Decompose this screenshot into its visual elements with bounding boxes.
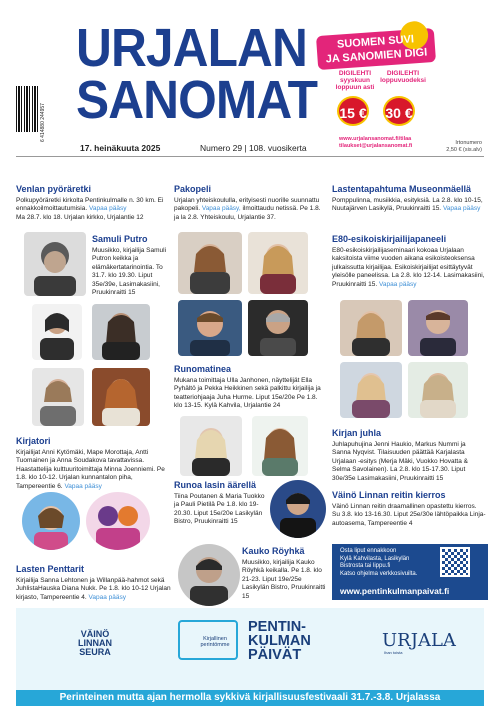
subscription-promo[interactable] <box>317 24 437 159</box>
vlogo-line-2: LINNAN <box>78 638 112 648</box>
offer1-label-line-3: loppuun asti <box>335 84 375 91</box>
heading-runoa: Runoa lasin äärellä <box>174 480 257 490</box>
price-note <box>446 140 482 154</box>
link-lasten[interactable]: Vapaa pääsy <box>88 593 126 601</box>
article-lasten <box>16 564 172 602</box>
text-kirjatori: Kirjailijat Anni Kytömäki, Mape Morottaja, Antti Tuomainen ja Anna Soudakova tavattavissa. Haastattelija kulttuuritoimittaja Minna Joenniemi. Pe 1.8. klo 10-12. Urjalan kunnantalon piha, Tampereentie 6. <box>16 449 165 490</box>
offer2-label-line-1: DIGILEHTI <box>386 70 420 77</box>
vaino-linnan-seura-logo <box>78 630 112 657</box>
article-lastentapahtuma <box>332 184 486 214</box>
link-venlan[interactable]: Vapaa pääsy <box>89 205 127 213</box>
heading-kirjan-juhla: Kirjan juhla <box>332 428 382 438</box>
title-line-1: URJALAN <box>76 18 307 78</box>
ticket-info-text <box>340 548 417 578</box>
photo-e80-2 <box>408 300 468 356</box>
promo-site-link[interactable]: www.urjalansanomat.fi/tilaa <box>339 136 412 142</box>
text-vaino-linnan: Väinö Linnan reitin draamallinen opastettu kierros. Su 3.8. klo 13-16.30. Liput 25e/30e lähtöpaikka Linja-autoasema, Tampereentie 4 <box>332 503 486 527</box>
article-samuli <box>92 234 168 297</box>
pk-line-3: PÄIVÄT <box>248 647 302 663</box>
text-kauko: Muusikko, kirjailija Kauko Röyhkä keikalla. Pe 1.8. klo 21-23. Liput 19e/25e Lasikylän Bistro, Pruukinraitti 15 <box>242 559 326 600</box>
photo-runo-3 <box>178 300 242 356</box>
book-label-line-2: perintömme <box>200 642 230 648</box>
promo-headline-line-2: JA SANOMIEN DIGI <box>325 46 428 66</box>
newspaper-title <box>76 18 318 130</box>
promo-email-link[interactable]: tilaukset@urjalansanomat.fi <box>339 143 413 149</box>
issue-date: 17. heinäkuuta 2025 <box>80 143 161 153</box>
photo-lasten-1 <box>22 492 80 550</box>
festival-tagline: Perinteinen mutta ajan hermolla sykkivä kirjallisuusfestivaali 31.7.-3.8. Urjalassa <box>16 690 484 706</box>
issue-number: Numero 29 | 108. vuosikerta <box>200 143 307 153</box>
article-kirjan-juhla <box>332 428 486 483</box>
photo-runoa-3 <box>270 480 326 538</box>
book-label-line-1: Kirjallinen <box>203 636 227 642</box>
dateline <box>80 143 334 153</box>
text-runomatinea: Mukana toimittaja Ulla Janhonen, näyttelijät Ella Pyhältö ja Pekka Heikkinen sekä palkittu kirjailija ja teatteriohjaaja Juha Hurme. Liput 15e/20e Pe 1.8. klo 13-15. Kylä Kahvila, Urjalantie 24 <box>174 377 321 410</box>
masthead-divider <box>16 156 484 157</box>
pk-line-1: PENTIN- <box>248 619 306 635</box>
heading-vaino-linnan: Väinö Linnan reitin kierros <box>332 490 446 500</box>
article-runoa <box>174 480 268 527</box>
festival-banner <box>16 608 484 690</box>
heading-runomatinea: Runomatinea <box>174 364 232 374</box>
photo-runo-4 <box>248 300 308 356</box>
price-note-line-2: 2,50 € (sis.alv) <box>446 147 482 153</box>
photo-author-4 <box>92 368 150 426</box>
meta-venlan: Ma 28.7. klo 18. Urjalan kirkko, Urjalantie 12 <box>16 213 144 221</box>
article-kauko <box>242 546 328 601</box>
text-pakopeli-2: ilmoittaudu netissä. Pe 1.8. ja la 2.8. Yhteiskoulu, Urjalantie 37. <box>174 205 321 221</box>
ticket-info-line-4: Katso ohjelma verkkosivuilta. <box>340 570 418 577</box>
ticket-info-line-3: Bistrosta tai lippu.fi <box>340 563 391 569</box>
offer1-price: 15 € <box>337 96 369 126</box>
photo-author-3 <box>32 368 84 426</box>
pentinkulman-paivat-logo <box>248 620 311 662</box>
ticket-infobox[interactable] <box>332 544 488 600</box>
text-pakopeli: Urjalan yhteiskoululla, erityisesti nuorille suunnattu pakopeli. <box>174 197 320 213</box>
heading-kauko: Kauko Röyhkä <box>242 546 305 556</box>
article-vaino-linnan <box>332 490 486 528</box>
vlogo-line-1: VÄINÖ <box>80 629 110 639</box>
heading-lastentapahtuma: Lastentapahtuma Museonmäellä <box>332 184 472 194</box>
barcode-number: 6 414880 244957 <box>40 103 46 142</box>
text-kirjan-juhla: Juhlapuhujina Jenni Haukio, Markus Nummi ja Sanna Nyqvist. Tilaisuuden päättää Karjalasta Urjalaan -esitys (Merja Mäki, Vuokko Hovatta & Selma Savolainen). La 2.8. klo 15-17.30. Liput 30e/35e Lasimakasiini, Pruukinraitti 15 <box>332 441 468 482</box>
photo-lasten-2 <box>86 492 150 550</box>
heading-pakopeli: Pakopeli <box>174 184 212 194</box>
vlogo-line-3: SEURA <box>79 647 111 657</box>
barcode <box>16 86 38 132</box>
photo-author-2 <box>92 304 150 360</box>
title-line-2: SANOMAT <box>76 70 318 130</box>
price-note-line-1: Irtonumero <box>455 140 482 146</box>
urjala-slogan: Ihan toista <box>384 650 403 655</box>
offer1-label-line-2: syyskuun <box>340 77 370 84</box>
article-kirjatori <box>16 436 172 491</box>
text-lasten: Kirjailija Sanna Lehtonen ja Willanpää-hahmot sekä JuhlistaHauska Diana Nukk. Pe 1.8. klo 10-12 Urjalan kirjasto, Tampereentie 4. <box>16 577 171 601</box>
link-kirjatori[interactable]: Vapaa pääsy <box>64 482 102 490</box>
text-runoa: Tiina Poutanen & Maria Tuokko ja Pauli Pietilä Pe 1.8. klo 19-20.30. Liput 15e/20e Lasikylän Bistro, Pruukinraitti 15 <box>174 493 265 526</box>
photo-e80-1 <box>340 300 402 356</box>
book-label <box>192 636 238 648</box>
promo-headline-line-1: SUOMEN SUVI <box>336 33 415 51</box>
photo-e80-3 <box>340 362 402 418</box>
heading-samuli: Samuli Putro <box>92 234 148 244</box>
heading-kirjatori: Kirjatori <box>16 436 51 446</box>
offer2-price: 30 € <box>383 96 415 126</box>
pk-line-2: KULMAN <box>248 633 311 649</box>
text-lastentapahtuma: Pomppulinna, musiikkia, esityksiä. La 2.8. klo 10-15, Nuutajärven Lasikylä, Pruukinraitti 15. <box>332 197 483 213</box>
article-e80 <box>332 234 486 289</box>
offer2-label-line-2: loppuvuodeksi <box>380 77 426 84</box>
photo-author-1 <box>32 304 82 360</box>
link-lastentapahtuma[interactable]: Vapaa pääsy <box>442 205 481 213</box>
ticket-info-line-2: Kylä Kahvilasta, Lasikylän <box>340 555 410 562</box>
festival-website-link[interactable]: www.pentinkulmanpaivat.fi <box>340 586 450 596</box>
photo-kauko-royhka <box>178 544 240 606</box>
qr-code-icon[interactable] <box>440 547 470 577</box>
offer1-label-line-1: DIGILEHTI <box>338 70 372 77</box>
photo-runo-1 <box>178 232 242 294</box>
article-pakopeli <box>174 184 326 222</box>
photo-e80-4 <box>408 362 468 418</box>
urjala-logo: URJALA <box>382 630 456 651</box>
promo-contact <box>339 136 412 150</box>
text-venlan: Polkupyöräretki kirkolta Pentinkulmalle n. 30 km. Ei ennakkoilmoittautumisia. <box>16 197 164 213</box>
heading-e80: E80-esikoiskirjailijapaneeli <box>332 234 447 244</box>
article-venlan <box>16 184 166 222</box>
photo-runoa-2 <box>252 416 308 476</box>
photo-samuli-putro <box>24 232 86 296</box>
heading-venlan: Venlan pyöräretki <box>16 184 92 194</box>
promo-headline <box>316 28 436 70</box>
offer1-label <box>333 70 377 91</box>
heading-lasten: Lasten Penttarit <box>16 564 85 574</box>
offer2-label <box>379 70 427 84</box>
photo-runo-2 <box>248 232 308 294</box>
text-e80: E80-esikoiskirjailijaseminaari kokoaa Urjalaan kaksitoista viime vuoden aikana esikoisteoksensa julkaissutta kirjailijaa. Esikoiskirjailijat esittäytyvät yleisölle paneelissa. La 2.8. klo 12-14. Lasimakasiini, Pruukinraitti 15. <box>332 247 485 288</box>
ticket-info-line-1: Osta liput ennakkoon <box>340 548 397 554</box>
photo-runoa-1 <box>180 416 242 476</box>
link-e80[interactable]: Vapaa pääsy <box>378 280 417 288</box>
article-runomatinea <box>174 364 326 411</box>
text-samuli: Muusikko, kirjailija Samuli Putron keikka ja elämäkertatarinointia. To 31.7. klo 19.30. Liput 35e/39e, Lasimakasiini, Pruukinraitti 15 <box>92 247 167 297</box>
link-pakopeli[interactable]: Vapaa pääsy, <box>201 205 241 213</box>
